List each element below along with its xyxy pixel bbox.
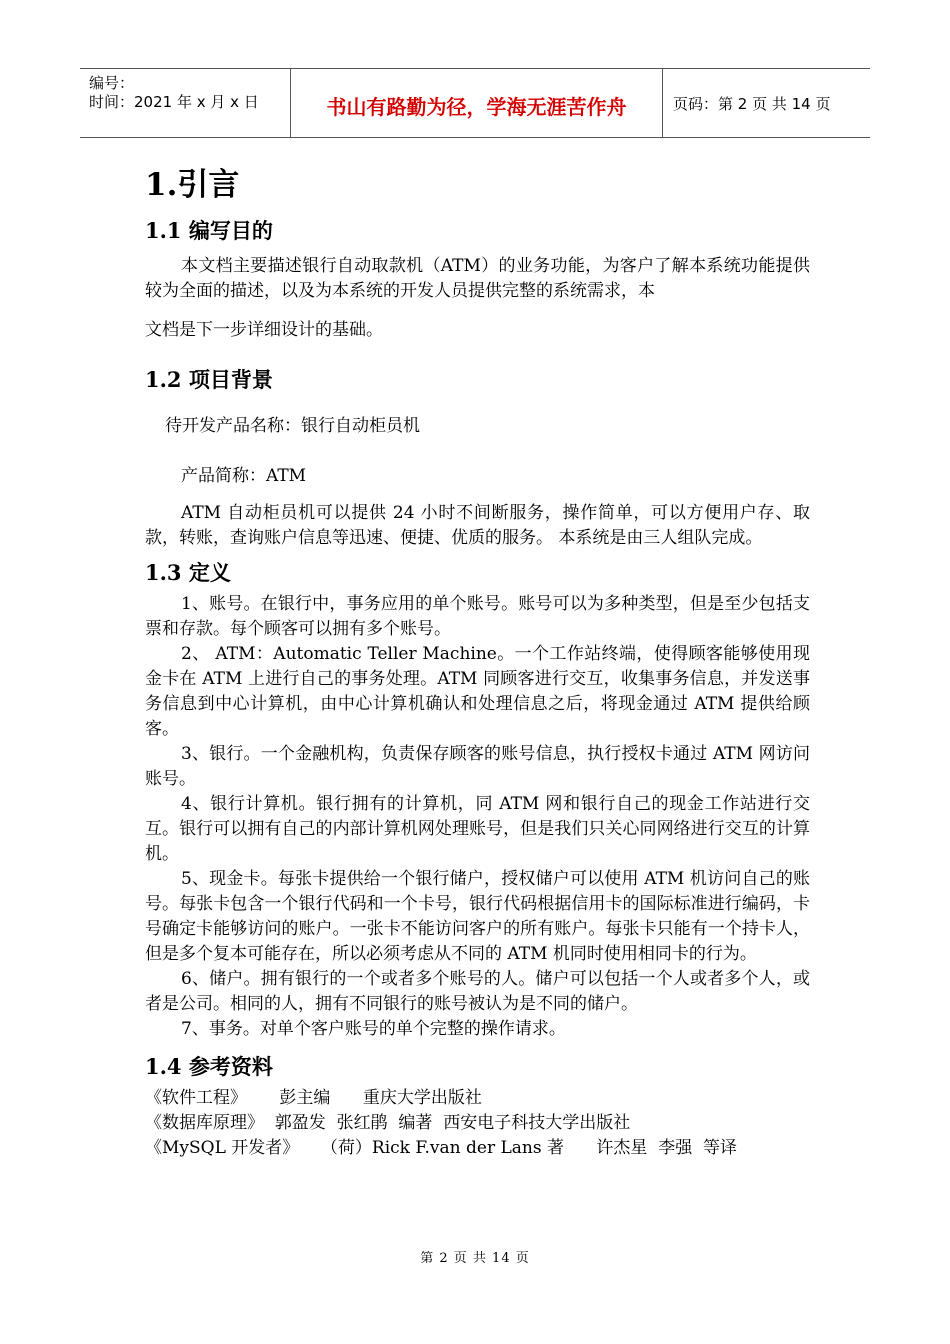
- subsection-title: 1.3 定义: [145, 560, 231, 585]
- reference-item: 《软件工程》 彭主编 重庆大学出版社: [145, 1088, 482, 1108]
- document-body: [145, 160, 810, 1161]
- paragraph: 产品简称：ATM: [181, 466, 307, 486]
- header-motto: 书山有路勤为径，学海无涯苦作舟: [291, 69, 663, 137]
- header-time: 时间：2021 年 x 月 x 日: [89, 93, 259, 111]
- definition-item: 1、账号。在银行中，事务应用的单个账号。账号可以为多种类型，但是至少包括支票和存款。每个顾客可以拥有多个账号。: [145, 594, 810, 639]
- definition-item: 5、现金卡。每张卡提供给一个银行储户，授权储户可以使用 ATM 机访问自己的账号。每张卡包含一个银行代码和一个卡号，银行代码根据信用卡的国际标准进行编码，卡号确定卡能够访问的账户。一张卡不能访问客户的所有账户。每张卡只能有一个持卡人，但是多个复本可能存在，所以必须考虑从不同的 ATM 机同时使用相同卡的行为。: [145, 869, 810, 964]
- header-code: 编号：: [89, 74, 135, 92]
- reference-item: 《数据库原理》 郭盈发 张红鹃 编著 西安电子科技大学出版社: [145, 1113, 631, 1133]
- definition-item: 4、银行计算机。银行拥有的计算机，同 ATM 网和银行自己的现金工作站进行交互。银行可以拥有自己的内部计算机网处理账号，但是我们只关心同网络进行交互的计算机。: [145, 794, 810, 864]
- paragraph: 本文档主要描述银行自动取款机（ATM）的业务功能，为客户了解本系统功能提供较为全面的描述，以及为本系统的开发人员提供完整的系统需求，本: [145, 256, 810, 301]
- subsection-title: 1.4 参考资料: [145, 1054, 273, 1079]
- header-meta: [80, 69, 291, 137]
- header-page-info: 页码：第 2 页 共 14 页: [673, 94, 831, 113]
- paragraph: ATM 自动柜员机可以提供 24 小时不间断服务，操作简单，可以方便用户存、取款，转账，查询账户信息等迅速、便捷、优质的服务。 本系统是由三人组队完成。: [145, 503, 810, 548]
- subsection-title: 1.2 项目背景: [145, 367, 273, 392]
- definition-item: 2、 ATM：Automatic Teller Machine。一个工作站终端，使得顾客能够使用现金卡在 ATM 上进行自己的事务处理。ATM 同顾客进行交互，收集事务信息，并发送事务信息到中心计算机，由中心计算机确认和处理信息之后，将现金通过 ATM 提供给顾客。: [145, 644, 810, 739]
- definition-item: 3、银行。一个金融机构，负责保存顾客的账号信息，执行授权卡通过 ATM 网访问账号。: [145, 744, 810, 789]
- page-footer: 第 2 页 共 14 页: [420, 1251, 530, 1266]
- subsection-title: 1.1 编写目的: [145, 218, 273, 243]
- page-header: [80, 68, 870, 138]
- paragraph: 文档是下一步详细设计的基础。: [145, 320, 383, 340]
- definition-item: 6、储户。拥有银行的一个或者多个账号的人。储户可以包括一个人或者多个人，或者是公司。相同的人，拥有不同银行的账号被认为是不同的储户。: [145, 969, 810, 1014]
- definition-item: 7、事务。对单个客户账号的单个完整的操作请求。: [181, 1019, 566, 1039]
- section-title: 1.引言: [145, 167, 240, 203]
- reference-item: 《MySQL 开发者》 （荷）Rick F.van der Lans 著 许杰星 李强 等译: [145, 1138, 738, 1158]
- paragraph: 待开发产品名称：银行自动柜员机: [165, 416, 420, 436]
